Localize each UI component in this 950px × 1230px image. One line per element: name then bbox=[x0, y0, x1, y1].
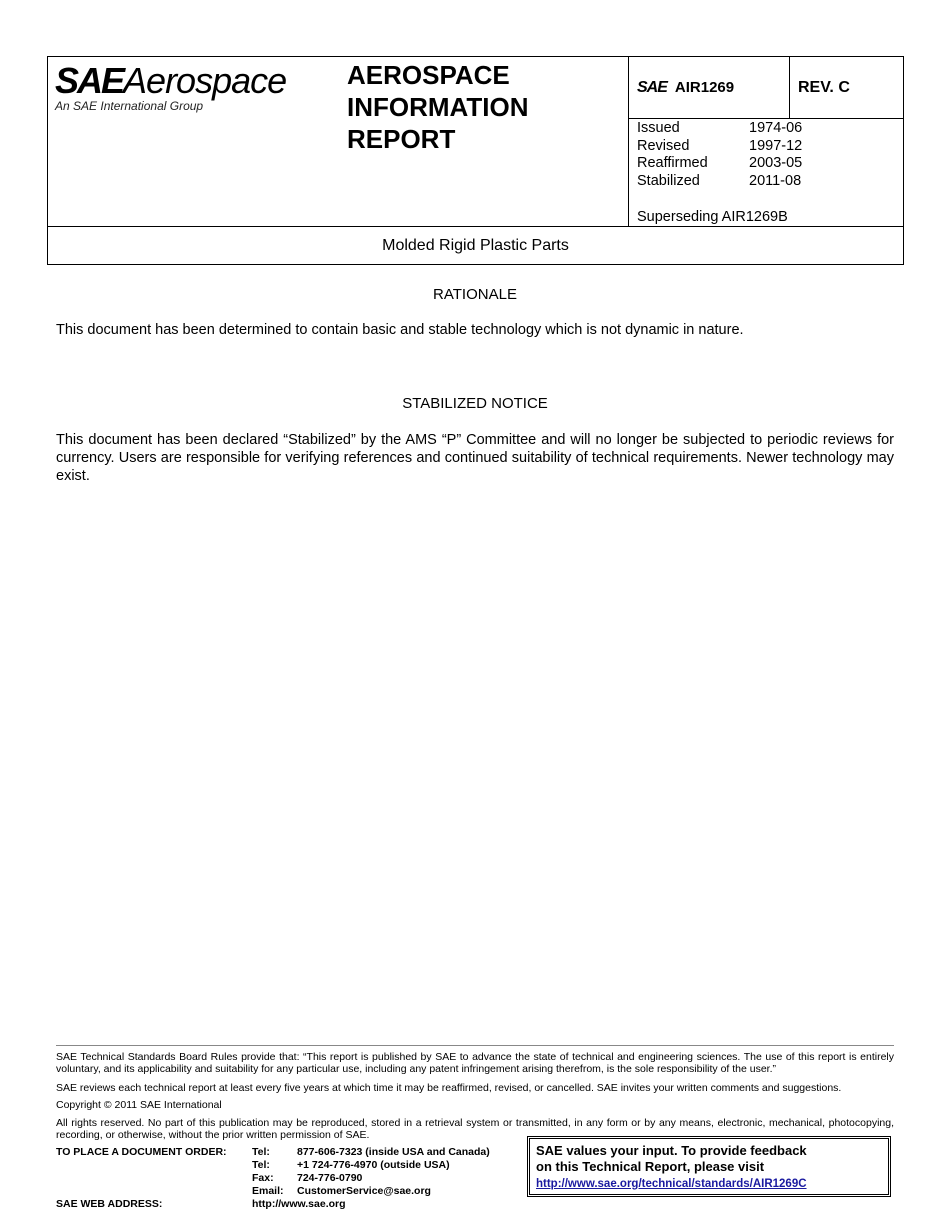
document-header bbox=[47, 56, 904, 265]
stabilized-notice-text: This document has been declared “Stabilized” by the AMS “P” Committee and will no longer be subjected to periodic reviews for currency. Users are responsible for verifying references and continued suitability of technical requirements. Newer technology may exist. bbox=[56, 432, 894, 484]
stabilized-notice-heading: STABILIZED NOTICE bbox=[402, 395, 548, 412]
date-history bbox=[637, 120, 802, 190]
date-row: Reaffirmed 2003-05 bbox=[637, 155, 803, 171]
feedback-text: on this Technical Report, please visit bbox=[536, 1159, 765, 1174]
review-policy-text: SAE reviews each technical report at least every five years at which time it may be reaffirmed, revised, or cancelled. SAE invites your written comments and suggestions. bbox=[56, 1082, 842, 1094]
date-row: Revised 1997-12 bbox=[637, 137, 803, 154]
report-type-line: REPORT bbox=[347, 124, 456, 154]
revision-label: REV. C bbox=[798, 79, 850, 96]
divider bbox=[628, 118, 904, 119]
rights-text: All rights reserved. No part of this publication may be reproduced, stored in a retrieval system or transmitted, in any form or by any means, electronic, mechanical, photocopying, recording, or otherwise, without the prior written permission of SAE. bbox=[56, 1117, 894, 1141]
feedback-box bbox=[527, 1136, 891, 1197]
divider bbox=[789, 57, 790, 119]
fax-number: 724-776-0790 bbox=[297, 1172, 363, 1184]
rationale-text: This document has been determined to contain basic and stable technology which is not dynamic in nature. bbox=[56, 322, 744, 338]
feedback-text: SAE values your input. To provide feedback bbox=[536, 1143, 807, 1158]
contact-row: Tel: 877-606-7323 (inside USA and Canada) bbox=[252, 1146, 490, 1158]
web-address-label: SAE WEB ADDRESS: bbox=[56, 1198, 163, 1210]
contact-row: Fax: 724-776-0790 bbox=[252, 1172, 363, 1184]
sae-aerospace-logo bbox=[55, 62, 305, 122]
phone-link[interactable]: +1 724-776-4970 (outside USA) bbox=[297, 1159, 450, 1171]
sae-mark-icon: SAE bbox=[637, 79, 667, 96]
logo-tagline: An SAE International Group bbox=[55, 99, 204, 113]
document-number-value: AIR1269 bbox=[674, 79, 735, 96]
date-row: Issued 1974-06 bbox=[637, 120, 803, 136]
copyright-text: Copyright © 2011 SAE International bbox=[56, 1099, 222, 1111]
document-title: Molded Rigid Plastic Parts bbox=[382, 237, 569, 254]
rationale-heading: RATIONALE bbox=[433, 286, 517, 303]
feedback-link[interactable]: http://www.sae.org/technical/standards/AIR1269C bbox=[536, 1178, 807, 1190]
contact-row: Email: CustomerService@sae.org bbox=[252, 1185, 431, 1197]
email-link[interactable]: CustomerService@sae.org bbox=[297, 1185, 431, 1197]
divider bbox=[628, 57, 629, 227]
web-address-link[interactable]: http://www.sae.org bbox=[252, 1198, 346, 1210]
phone-link[interactable]: 877-606-7323 (inside USA and Canada) bbox=[297, 1146, 490, 1158]
order-contacts bbox=[252, 1146, 490, 1198]
report-type-heading bbox=[347, 59, 529, 155]
contact-row: Tel: +1 724-776-4970 (outside USA) bbox=[252, 1159, 450, 1171]
report-type-line: INFORMATION bbox=[347, 92, 529, 122]
footer-divider bbox=[56, 1045, 894, 1046]
logo-product: Aerospace bbox=[123, 60, 287, 101]
document-number bbox=[637, 79, 734, 97]
standards-rules-text: SAE Technical Standards Board Rules provide that: “This report is published by SAE to advance the state of technical and engineering sciences. The use of this report is entirely voluntary, and its applicability and suitability for any particular use, including any patent infringement arising therefrom, is the sole responsibility of the user.” bbox=[56, 1051, 894, 1075]
order-label: TO PLACE A DOCUMENT ORDER: bbox=[56, 1146, 227, 1158]
logo-brand: SAE bbox=[55, 60, 124, 101]
report-type-line: AEROSPACE bbox=[347, 60, 510, 90]
superseding-note: Superseding AIR1269B bbox=[637, 209, 788, 225]
divider bbox=[48, 226, 903, 227]
date-row: Stabilized 2011-08 bbox=[637, 172, 802, 189]
